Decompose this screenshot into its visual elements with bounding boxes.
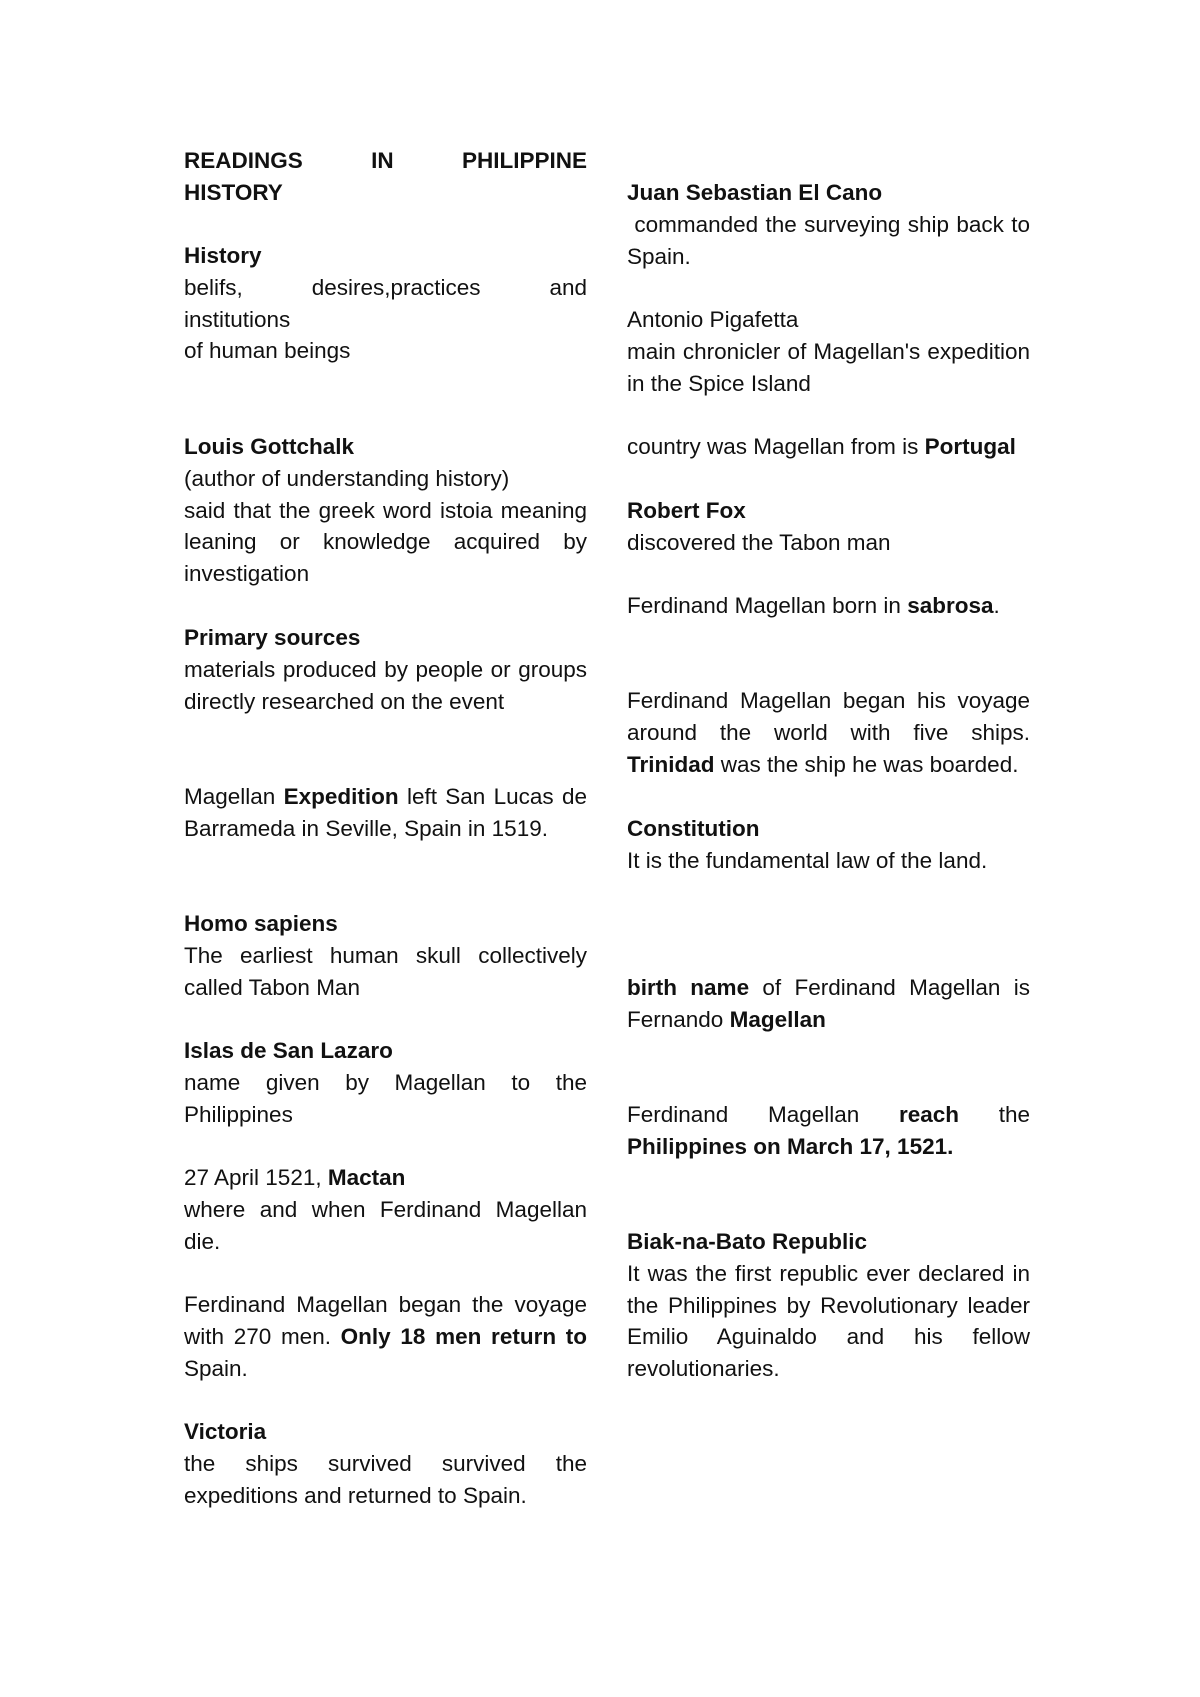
entry-text: It is the fundamental law of the land. [627,847,988,873]
homo-sapiens-entry [184,908,587,1003]
entry-text: (author of understanding history) [184,465,510,491]
entry-text: said that the greek word istoia meaning leaning or knowledge acquired by investigation [184,497,587,587]
entry-text: Ferdinand Magellan [627,1102,899,1127]
islas-entry [184,1035,587,1130]
entry-heading: Juan Sebastian El Cano [627,180,883,205]
entry-heading: Robert Fox [627,498,746,523]
entry-text: the ships survived survived the expeditions and returned to Spain. [184,1450,587,1508]
entry-bold-text: Expedition [283,784,399,809]
entry-bold-text: Magellan [729,1006,826,1032]
entry-heading: Primary sources [184,625,361,650]
entry-bold-text: Philippines on March 17, 1521. [627,1133,954,1159]
el-cano-entry [627,177,1037,272]
entry-text: belifs, desires,practices and [184,274,587,300]
primary-sources-entry [184,622,587,717]
entry-text: where and when Ferdinand Magellan die. [184,1196,587,1254]
country-entry [627,431,1030,463]
entry-heading: Constitution [627,816,760,841]
entry-bold-text: Trinidad [627,751,715,777]
entry-bold-text: Mactan [327,1165,406,1190]
document-title-line-2: HISTORY [184,179,283,205]
entry-bold-text: sabrosa [907,593,994,618]
entry-heading: Islas de San Lazaro [184,1038,393,1063]
entry-text: Ferdinand Magellan began the voyage with 270 men. [184,1292,587,1349]
entry-text: . [993,593,1000,618]
pigafetta-entry [627,304,1030,399]
entry-text: name given by Magellan to the Philippines [184,1069,587,1127]
entry-heading: Victoria [184,1419,267,1444]
entry-bold-text: reach [898,1102,960,1127]
entry-bold-text: Only 18 men return to [340,1323,587,1349]
entry-heading: Louis Gottchalk [184,434,355,459]
victoria-entry [184,1416,587,1511]
entry-text: materials produced by people or groups directly researched on the event [184,656,587,714]
mactan-entry [184,1162,587,1257]
entry-text: of human beings [184,338,351,364]
constitution-entry [627,813,1030,877]
entry-text: 27 April 1521, [184,1165,328,1190]
five-ships-entry [627,685,1030,780]
entry-text: Ferdinand Magellan began his voyage around the world with five ships. [627,688,1030,745]
birth-name-entry [627,972,1030,1036]
entry-text: Magellan [184,784,284,809]
biak-na-bato-entry [627,1226,1030,1385]
entry-text: Spain. [184,1355,248,1381]
entry-heading: History [184,243,262,268]
entry-text: was the ship he was boarded. [714,751,1019,777]
entry-text: Ferdinand Magellan born in [627,593,908,618]
entry-text: country was Magellan from is [627,434,925,459]
document-title [184,145,587,209]
entry-text: commanded the surveying ship back to Spain. [627,211,1037,269]
magellan-expedition-entry [184,781,587,845]
entry-text: the [959,1102,1030,1127]
entry-heading: Antonio Pigafetta [627,307,799,332]
gottchalk-entry [184,431,587,590]
entry-heading: Biak-na-Bato Republic [627,1229,868,1254]
entry-bold-text: birth name [627,975,750,1000]
entry-text: institutions [184,306,291,332]
document-title-line-1: READINGS IN PHILIPPINE [184,148,587,173]
entry-text: The earliest human skull collectively called Tabon Man [184,942,587,1000]
robert-fox-entry [627,495,1030,559]
voyage-men-entry [184,1289,587,1384]
born-entry [627,590,1030,622]
entry-text: It was the first republic ever declared in the Philippines by Revolutionary leader Emilio Aguinaldo and his fellow revolutionaries. [627,1260,1030,1382]
entry-text: discovered the Tabon man [627,529,891,555]
entry-text: of Ferdinand Magellan is Fernando [627,975,1030,1032]
entry-bold-text: Portugal [924,434,1016,459]
history-entry [184,240,587,367]
entry-heading: Homo sapiens [184,911,338,936]
reach-entry [627,1099,1030,1163]
entry-text: left San Lucas de Barrameda in Seville, Spain in 1519. [184,784,587,841]
entry-heading [184,1162,587,1194]
entry-text: main chronicler of Magellan's expedition in the Spice Island [627,338,1030,396]
